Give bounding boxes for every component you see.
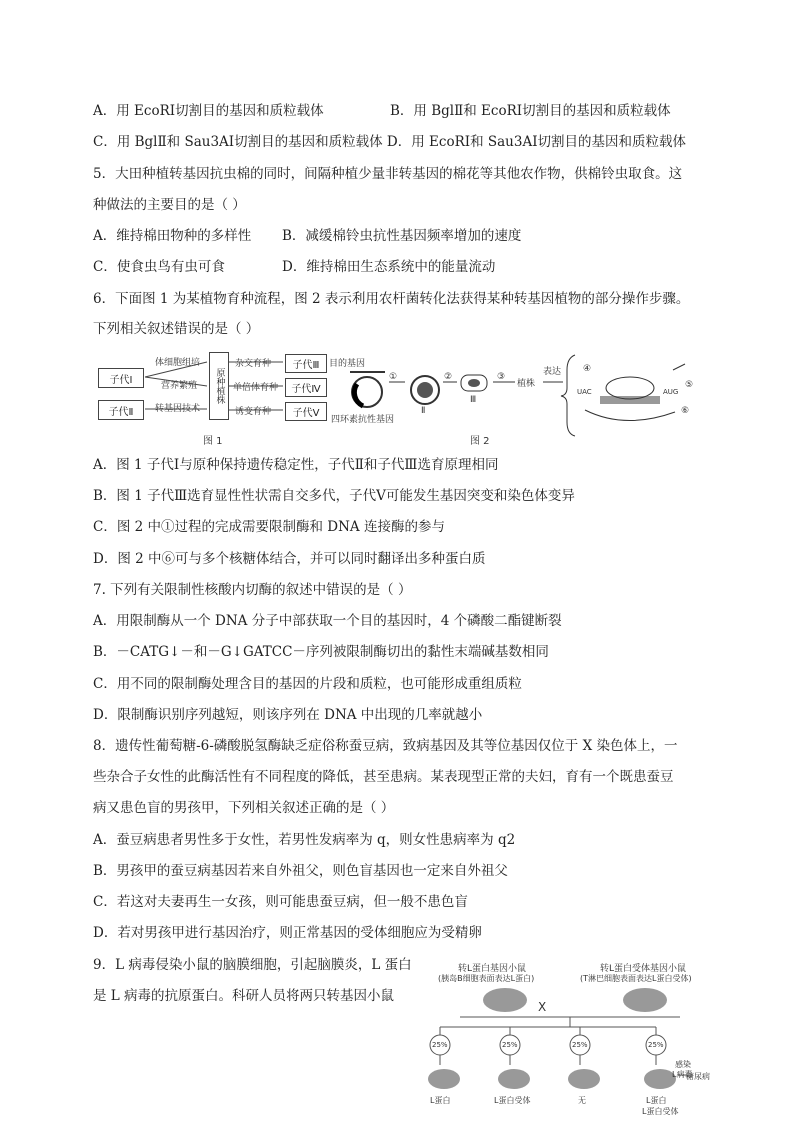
text-line-l15: B．－CATG↓－和－G↓GATCC－序列被限制酶切出的黏性末端碱基数相同 [93,644,549,660]
child5-box: 子代Ⅴ [285,402,327,421]
text-line-l6: C．使食虫鸟有虫可食 [93,259,225,275]
text-line-l24: D．若对男孩甲进行基因治疗，则正常基因的受体细胞应为受精卵 [93,925,482,941]
aug-label: AUG [663,388,679,396]
text-line-l22: B．男孩甲的蚕豆病基因若来自外祖父，则色盲基因也一定来自外祖父 [93,863,508,879]
pct-4: 25% [648,1041,664,1049]
pct-2: 25% [502,1041,518,1049]
text-line-l7: 6．下面图 1 为某植物育种流程，图 2 表示利用农杆菌转化法获得某种转基因植物的部分操作步骤。 [93,291,690,307]
offspring-label-3: 无 [578,1096,586,1105]
figure-3 [420,955,710,1123]
text-line-l3: 5．大田种植转基因抗虫棉的同时，间隔种植少量非转基因的棉花等其他农作物，供棉铃虫取食。这 [93,166,683,182]
figure-3-drawing [420,955,710,1123]
text-line-l8: 下列相关叙述错误的是（ ） [93,321,260,337]
text-line-l18: 8．遗传性葡萄糖-6-磷酸脱氢酶缺乏症俗称蚕豆病，致病基因及其等位基因仅位于 X 染色体上，一 [93,738,678,754]
child2-box: 子代Ⅱ [98,400,144,420]
disease-label: 糖尿病 [686,1072,710,1081]
step2: ② [444,372,453,382]
route3: 诱变育种 [235,407,272,417]
roman3: Ⅲ [470,395,477,405]
figure-1-caption: 图 1 [203,436,223,447]
text-line-l26: 是 L 病毒的抗原蛋白。科研人员将两只转基因小鼠 [93,988,395,1004]
route1: 杂交育种 [235,359,272,369]
text-line-l20: 病又患色盲的男孩甲，下列相关叙述正确的是（ ） [93,800,395,816]
step4: ④ [583,364,592,374]
text-line-l13: 7. 下列有关限制性核酸内切酶的叙述中错误的是（ ） [93,582,412,598]
center-box: 原种植株 [209,352,229,420]
pct-3: 25% [572,1041,588,1049]
figure-2-caption: 图 2 [470,436,490,447]
method2: 营养繁殖 [161,381,198,391]
child3-box: 子代Ⅲ [285,354,327,373]
virus-label: L病毒 [672,1070,693,1079]
text-line-l5: A．维持棉田物种的多样性 [93,228,252,244]
text-line-l9: A．图 1 子代Ⅰ与原种保持遗传稳定性，子代Ⅱ和子代Ⅲ选育原理相同 [93,457,499,473]
text-line-l1b: B．用 BglⅡ和 EcoRⅠ切割目的基因和质粒载体 [390,103,671,119]
route2: 单倍体育种 [233,383,279,393]
infect-label: 感染 [675,1060,691,1069]
text-line-l4: 种做法的主要目的是（ ） [93,197,246,213]
figure-2 [329,350,705,450]
method1: 体细胞组培 [155,358,201,368]
text-line-l25: 9．L 病毒侵染小鼠的脑膜细胞，引起脑膜炎，L 蛋白 [93,957,412,973]
offspring-label-4: L蛋白 [646,1096,667,1105]
pct-1: 25% [432,1041,448,1049]
cross-symbol: X [538,1000,547,1014]
offspring-label-2: L蛋白受体 [494,1096,531,1105]
text-line-l5b: B．减缓棉铃虫抗性基因频率增加的速度 [282,228,522,244]
step6: ⑥ [681,406,690,416]
text-line-l10: B．图 1 子代Ⅲ选育显性性状需自交多代，子代Ⅴ可能发生基因突变和染色体变异 [93,488,575,504]
figure-2-drawing [345,350,705,440]
express-label: 表达 [543,367,562,377]
method3: 转基因技术 [155,404,201,414]
step5: ⑤ [685,380,694,390]
text-line-l21: A．蚕豆病患者男性多于女性，若男性发病率为 q，则女性患病率为 q2 [93,832,516,848]
text-line-l16: C．用不同的限制酶处理含目的基因的片段和质粒，也可能形成重组质粒 [93,676,522,692]
target-gene-label: 目的基因 [329,359,366,369]
left-mouse-title: 转L蛋白基因小鼠 [458,964,527,974]
text-line-l12: D．图 2 中⑥可与多个核糖体结合，并可以同时翻译出多种蛋白质 [93,551,486,567]
text-line-l19: 些杂合子女性的此酶活性有不同程度的降低，甚至患病。某表现型正常的夫妇，育有一个既患蚕豆 [93,769,674,785]
figure-1 [93,350,321,450]
plant-label: 植株 [517,379,536,389]
step1: ① [389,372,398,382]
uac-label: UAC [577,388,592,396]
step3: ③ [497,372,506,382]
child1-box: 子代Ⅰ [98,368,144,388]
resistance-gene-label: 四环素抗性基因 [331,415,395,425]
left-mouse-subtitle: (胰岛B细胞表面表达L蛋白) [438,974,535,983]
roman2: Ⅱ [421,406,426,416]
text-line-l1: A．用 EcoRⅠ切割目的基因和质粒载体 [93,103,324,119]
text-line-l17: D．限制酶识别序列越短，则该序列在 DNA 中出现的几率就越小 [93,707,483,723]
figure-1-arrows [93,350,333,430]
offspring-label-1: L蛋白 [430,1096,451,1105]
text-line-l11: C．图 2 中①过程的完成需要限制酶和 DNA 连接酶的参与 [93,519,445,535]
right-mouse-subtitle: (T淋巴细胞表面表达L蛋白受体) [580,974,692,983]
text-line-l23: C．若这对夫妻再生一女孩，则可能患蚕豆病，但一般不患色盲 [93,894,468,910]
text-line-l6b: D．维持棉田生态系统中的能量流动 [282,259,496,275]
right-mouse-title: 转L蛋白受体基因小鼠 [600,964,687,974]
child4-box: 子代Ⅳ [285,378,327,397]
text-line-l14: A．用限制酶从一个 DNA 分子中部获取一个目的基因时，4 个磷酸二酯键断裂 [93,613,562,629]
offspring-label-4b: L蛋白受体 [642,1107,679,1116]
text-line-l2: C．用 BglⅡ和 Sau3AⅠ切割目的基因和质粒载体 D．用 EcoRⅠ和 Sau3AⅠ切割目的基因和质粒载体 [93,134,687,150]
